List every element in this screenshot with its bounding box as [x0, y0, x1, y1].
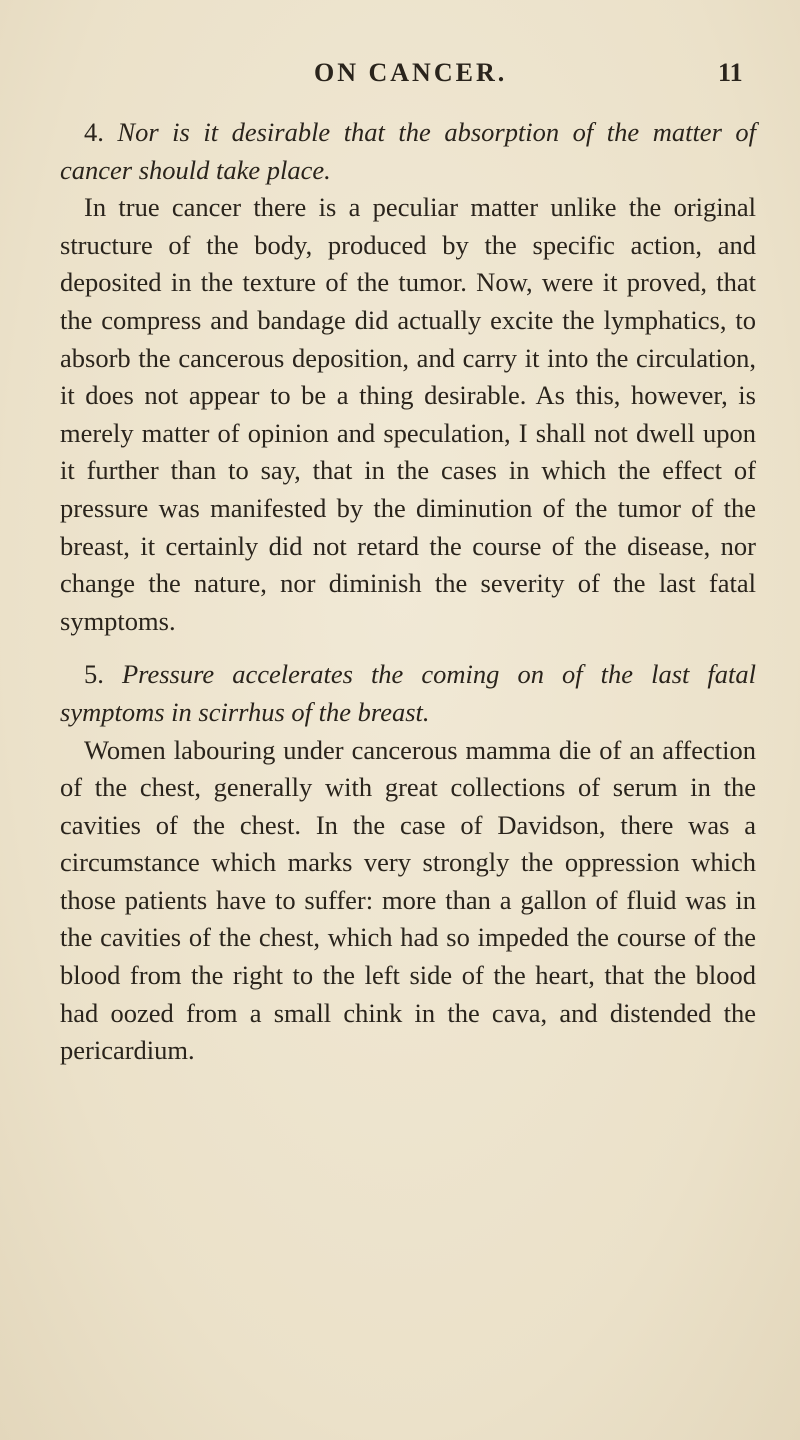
section-paragraph: Women labouring under cancerous mamma die of an affection of the chest, generally with great collections of serum in the cavities of the chest. In the case of Davidson, there was a circumstance which marks very strongly the oppression which those patients have to suffer: more than a gallon of fluid was in the cavities of the chest, which had so impeded the course of the blood from the right to the left side of the heart, that the blood had oozed from a small chink in the cava, and distended the pericardium.	[60, 734, 756, 1066]
running-head	[0, 58, 800, 98]
section-heading-text: Nor is it desirable that the absorption of the matter of cancer should take place.	[60, 117, 757, 185]
section-heading-5	[60, 656, 756, 731]
section-gap	[60, 640, 756, 656]
section-paragraph: In true cancer there is a peculiar matter unlike the original structure of the body, produced by the specific action, and deposited in the texture of the tumor. Now, were it proved, that the compress and bandage did actually excite the lymphatics, to absorb the cancerous deposition, and carry it into the circulation, it does not appear to be a thing desirable. As this, however, is merely matter of opinion and speculation, I shall not dwell upon it further than to say, that in the cases in which the effect of pressure was manifested by the diminution of the tumor of the breast, it certainly did not retard the course of the disease, nor change the nature, nor diminish the severity of the last fatal symptoms.	[60, 192, 756, 636]
running-head-title: ON CANCER.	[314, 58, 508, 87]
section-number: 4.	[84, 117, 104, 147]
page-number: 11	[718, 58, 743, 87]
body-text	[60, 114, 756, 1070]
section-heading-4	[60, 114, 756, 189]
section-number: 5.	[84, 659, 104, 690]
section-heading-text: Pressure accelerates the coming on of the last fatal symptoms in scirrhus of the breast.	[60, 659, 757, 727]
